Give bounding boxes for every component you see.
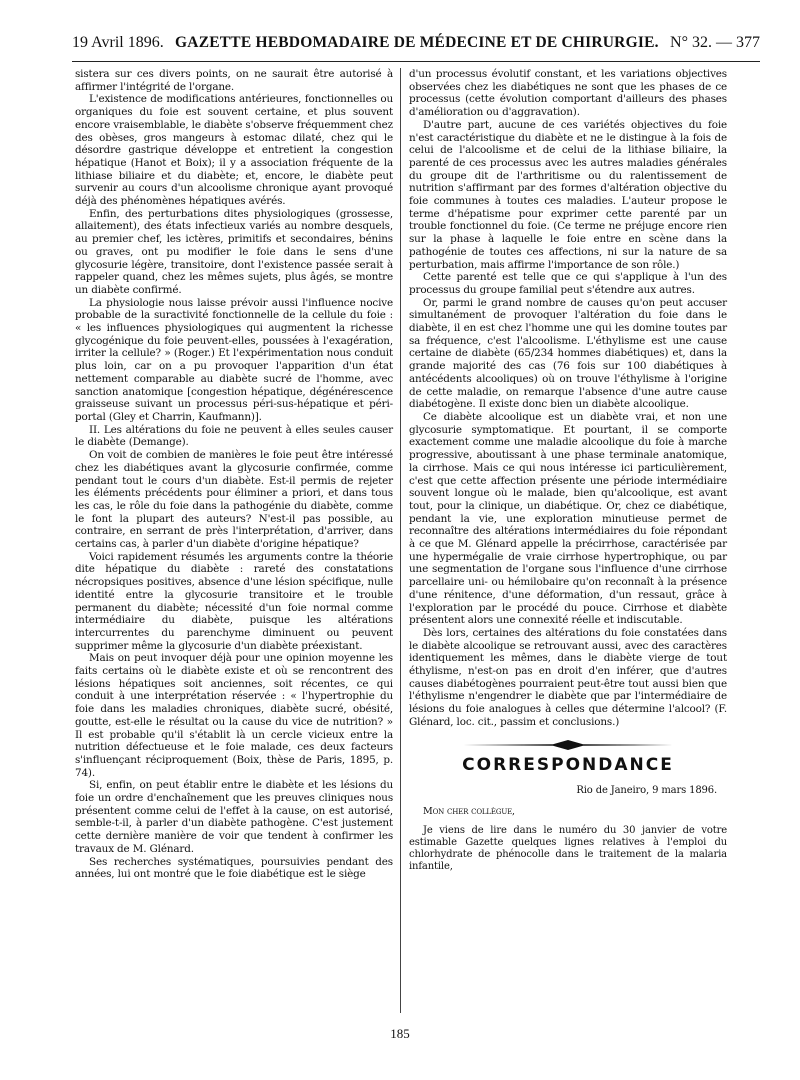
correspondence-salutation: Mon cher collègue,: [423, 805, 515, 817]
header-rule: [72, 61, 760, 62]
paragraph: La physiologie nous laisse prévoir aussi l'influence nocive probable de la suractivité fonctionnelle de la cellule du foie : « les influences physiologiques qui augmentent la richesse glycogénique du foie peuvent-elles, poussées à l'exagération, irriter la cellule? » (Roger.) Et l'expérimentation nous conduit plus loin, car on a pu provoquer l'apparition d'un état nettement comparable au diabète sucré de l'homme, avec sanction anatomique [congestion hépatique, dégénérescence graisseuse suivant un processus péri-sus-hépatique et péri-portal (Gley et Charrin, Kaufmann)].: [75, 296, 393, 423]
paragraph: sistera sur ces divers points, on ne saurait être autorisé à affirmer l'intégrité de l'organe.: [75, 68, 393, 93]
paragraph: Or, parmi le grand nombre de causes qu'on peut accuser simultanément de provoquer l'altération du foie dans le diabète, il en est chez l'homme une qui les domine toutes par sa fréquence, c'est l'alcoolisme. L'éthylisme est une cause certaine de diabète (65/234 hommes diabétiques) et, dans la grande majorité des cas (76 fois sur 100 diabétiques à antécédents alcooliques) où on trouve l'éthylisme à l'origine de cette maladie, on remarque l'absence d'une autre cause diabétogène. Il existe donc bien un diabète alcoolique.: [409, 296, 727, 411]
paragraph: Enfin, des perturbations dites physiologiques (grossesse, allaitement), des états infectieux variés au nombre desquels, au premier chef, les ictères, primitifs et secondaires, bénins ou graves, ont pu modifier le foie dans le sens d'une glycosurie légère, transitoire, dont l'existence passée serait à rappeler quand, chez les mêmes sujets, plus âgés, se montre un diabète confirmé.: [75, 207, 393, 296]
header-date: 19 Avril 1896.: [72, 34, 164, 51]
column-divider: [400, 68, 401, 1013]
left-column: [75, 68, 393, 1028]
ornament-divider-icon: [463, 739, 673, 751]
paragraph: On voit de combien de manières le foie peut être intéressé chez les diabétiques avant la glycosurie confirmée, comme pendant tout le cours d'un diabète. Est-il permis de rejeter les éléments précédents pour éliminer a priori, et dans tous les cas, le rôle du foie dans la pathogénie du diabète, comme le font la plupart des auteurs? N'est-il pas possible, au contraire, en serrant de près l'interprétation, d'arriver, dans certains cas, à parler d'un diabète d'origine hépatique?: [75, 449, 393, 551]
paragraph: Si, enfin, on peut établir entre le diabète et les lésions du foie un ordre d'enchaînement que les preuves cliniques nous présentent comme celui de l'effet à la cause, on est autorisé, semble-t-il, à parler d'un diabète pathogène. C'est justement cette dernière manière de voir que tendent à confirmer les travaux de M. Glénard.: [75, 779, 393, 855]
header-journal-title: GAZETTE HEBDOMADAIRE DE MÉDECINE ET DE CHIRURGIE.: [175, 34, 659, 51]
paragraph: L'existence de modifications antérieures, fonctionnelles ou organiques du foie est souvent certaine, et plus souvent encore vraisemblable, le diabète s'observe fréquemment chez des obèses, gros mangeurs à estomac dilaté, chez qui le désordre gastrique développe et entretient la congestion hépatique (Hanot et Boix); il y a association fréquente de la lithiase biliaire et du diabète; et, encore, le diabète peut survenir au cours d'un alcoolisme chronique ayant provoqué déjà des phénomènes hépatiques avérés.: [75, 93, 393, 208]
correspondence-body: Je viens de lire dans le numéro du 30 janvier de votre estimable Gazette quelques lignes relatives à l'emploi du chlorhydrate de phénocolle dans le traitement de la malaria infantile,: [409, 824, 727, 872]
page-folio: 185: [390, 1026, 410, 1041]
right-column-text: [409, 68, 727, 729]
header-issue-page: N° 32. — 377: [670, 34, 760, 51]
paragraph: Ce diabète alcoolique est un diabète vrai, et non une glycosurie symptomatique. Et pourtant, il se comporte exactement comme une maladie alcoolique du foie à marche progressive, aboutissant à une phase terminale anatomique, la cirrhose. Mais ce qui nous intéresse ici particulièrement, c'est que cette affection présente une période intermédiaire souvent longue où le malade, bien qu'alcoolique, est avant tout, pour la clinique, un diabétique. Or, chez ce diabétique, pendant la vie, une exploration minutieuse permet de reconnaître des altérations intermédiaires du foie répondant à ce que M. Glénard appelle la précirrhose, caractérisée par une hypermégalie de vraie cirrhose hypertrophique, ou par une segmentation de l'organe sous l'influence d'une cirrhose parcellaire uni- ou hémilobaire qu'on reconnaît à la présence d'une rénitence, d'une déformation, d'un ressaut, grâce à l'exploration par le procédé du pouce. Cirrhose et diabète présentent alors une connexité réelle et indiscutable.: [409, 410, 727, 627]
paragraph: Cette parenté est telle que ce qui s'applique à l'un des processus du groupe familial peut s'étendre aux autres.: [409, 271, 727, 296]
paragraph: Voici rapidement résumés les arguments contre la théorie dite hépatique du diabète : rareté des constatations nécropsiques positives, absence d'une lésion spécifique, nulle identité entre la glycosurie transitoire et le trouble permanent du diabète; nécessité d'un foie normal comme intermédiaire du diabète, puisque les altérations intercurrentes du parenchyme diminuent ou peuvent supprimer même la glycosurie d'un diabète préexistant.: [75, 550, 393, 652]
running-header: [72, 34, 760, 60]
paragraph: D'autre part, aucune de ces variétés objectives du foie n'est caractéristique du diabète et ne le distingue à la fois de celui de l'alcoolisme et de celui de la lithiase biliaire, la parenté de ces processus avec les autres maladies générales du groupe dit de l'arthritisme ou du ralentissement de nutrition s'affirmant par des formes d'altération objective du foie communes à toutes ces maladies. L'auteur propose le terme d'hépatisme pour exprimer cette parenté par un trouble fonctionnel du foie. (Ce terme ne préjuge encore rien sur la phase à laquelle le foie entre en scène dans la pathogénie de toutes ces affections, ni sur la nature de sa perturbation, mais affirme l'importance de son rôle.): [409, 118, 727, 271]
paragraph: II. Les altérations du foie ne peuvent à elles seules causer le diabète (Demange).: [75, 423, 393, 449]
right-column: [409, 68, 727, 1028]
paragraph: Mais on peut invoquer déjà pour une opinion moyenne les faits certains où le diabète existe et où se rencontrent des lésions hépatiques soit anciennes, soit récentes, ce qui conduit à une interprétation réservée : « l'hypertrophie du foie dans les maladies chroniques, diabète sucré, obésité, goutte, est-elle le résultat ou la cause du vice de nutrition? » Il est probable qu'il s'établit là un cercle vicieux entre la nutrition défectueuse et le foie malade, ces deux facteurs s'influençant réciproquement (Boix, thèse de Paris, 1895, p. 74).: [75, 652, 393, 779]
paragraph: d'un processus évolutif constant, et les variations objectives observées chez les diabétiques ne sont que les phases de ce processus (cette évolution comportant d'ailleurs des phases d'amélioration ou d'aggravation).: [409, 68, 727, 119]
paragraph: Dès lors, certaines des altérations du foie constatées dans le diabète alcoolique se retrouvant aussi, avec des caractères identiquement les mêmes, dans le diabète vierge de tout éthylisme, n'est-on pas en droit d'en inférer, que d'autres causes diabétogènes pourraient peut-être tout aussi bien que l'éthylisme n'engendrer le diabète que par l'intermédiaire de lésions du foie analogues à celles que détermine l'alcool? (F. Glénard, loc. cit., passim et conclusions.): [409, 626, 727, 728]
correspondence-heading: CORRESPONDANCE: [462, 754, 674, 775]
correspondence-dateline: Rio de Janeiro, 9 mars 1896.: [576, 785, 717, 797]
paragraph: Ses recherches systématiques, poursuivies pendant des années, lui ont montré que le foie diabétique est le siège: [75, 855, 393, 881]
